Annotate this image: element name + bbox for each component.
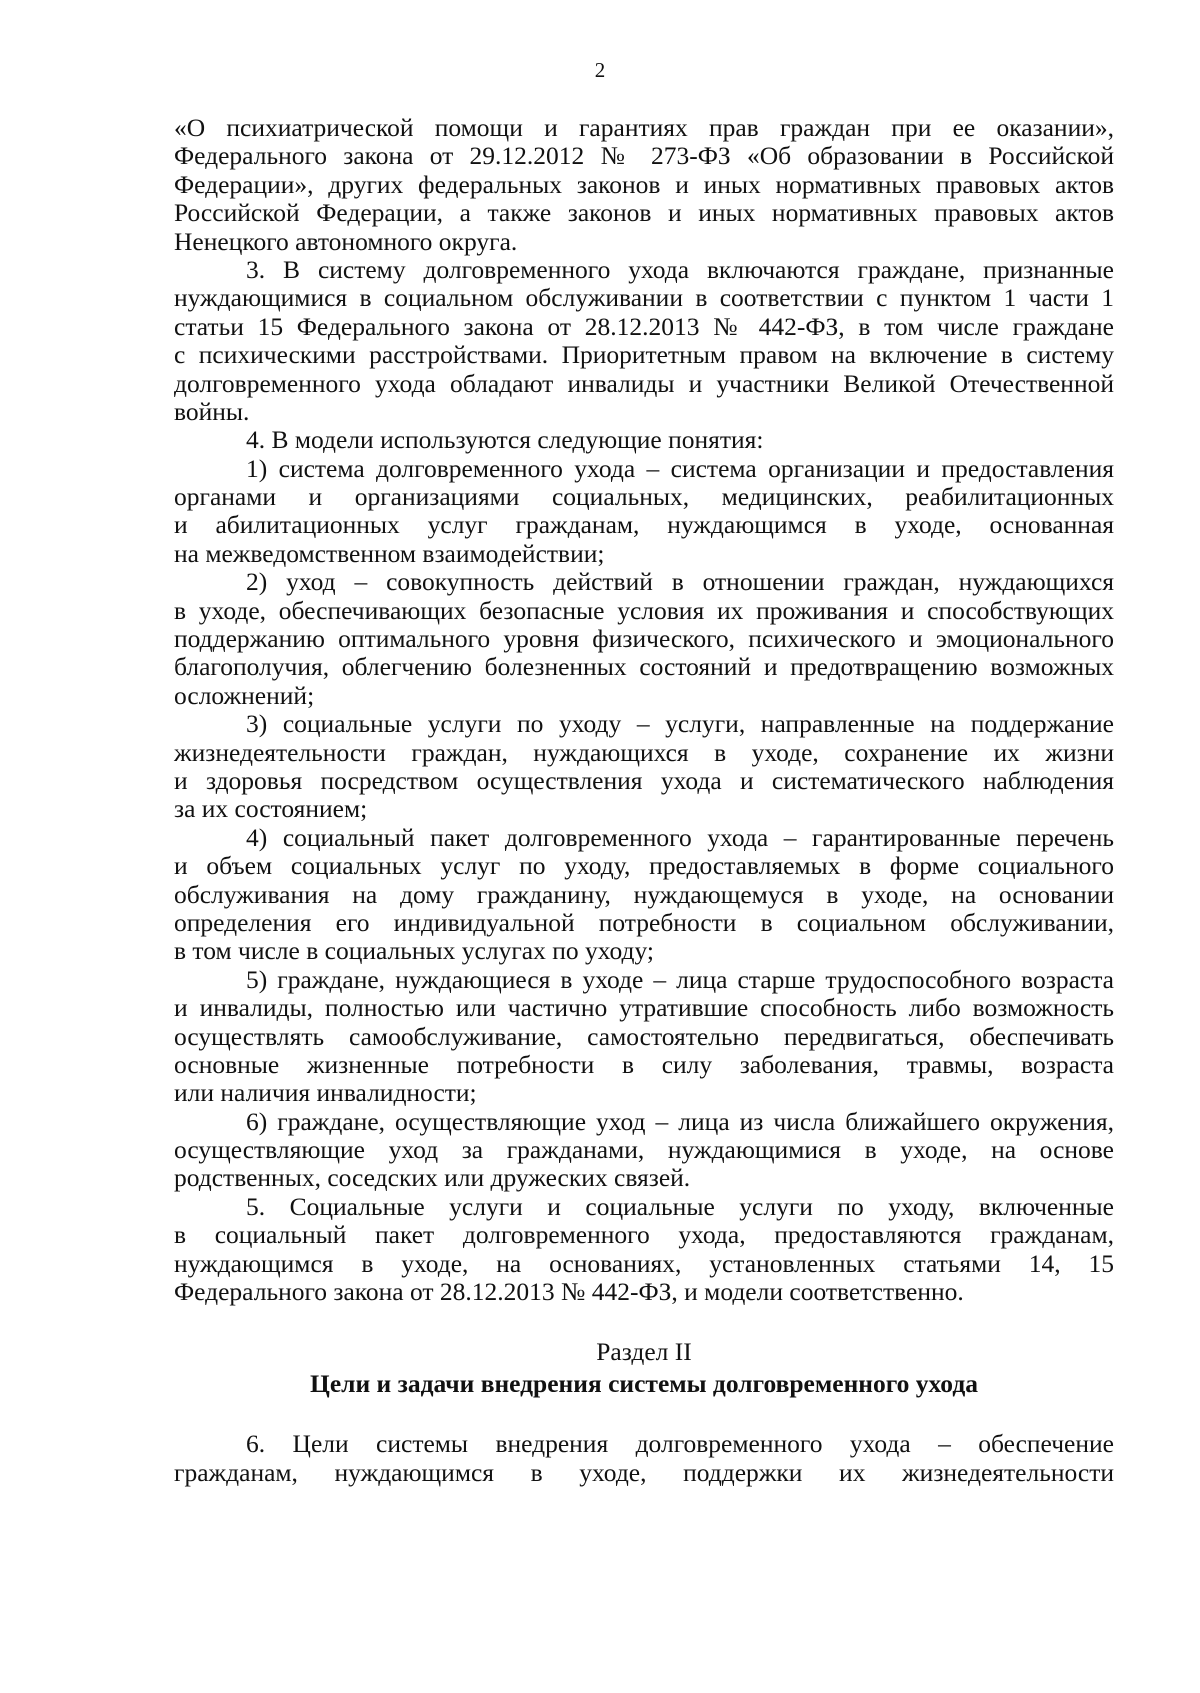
text-line: благополучия, облегчению болезненных состояний и предотвращению возможных (174, 652, 1114, 682)
text-line: на межведомственном взаимодействии; (174, 538, 605, 568)
definition-2-start: 2) уход – совокупность действий в отношении граждан, нуждающихся (246, 567, 1114, 597)
text-line: и абилитационных услуг гражданам, нуждающимся в уходе, основанная (174, 510, 1114, 540)
section-spacer (174, 1306, 1114, 1336)
text-line: за их состоянием; (174, 794, 368, 824)
text-line: в уходе, обеспечивающих безопасные условия их проживания и способствующих (174, 595, 1114, 625)
text-line: статьи 15 Федерального закона от 28.12.2013 № 442-ФЗ, в том числе граждане (174, 311, 1114, 341)
section-title: Цели и задачи внедрения системы долговременного ухода (310, 1369, 978, 1399)
text-line: осложнений; (174, 680, 315, 710)
section-label: Раздел II (596, 1337, 692, 1367)
text-line: Российской Федерации, а также законов и иных нормативных правовых актов (174, 198, 1114, 228)
text-line: Федерального закона от 28.12.2013 № 442-ФЗ, и модели соответственно. (174, 1277, 964, 1307)
text-line: Федерации», других федеральных законов и иных нормативных правовых актов (174, 169, 1114, 199)
text-line: гражданам, нуждающимся в уходе, поддержки их жизнедеятельности (174, 1457, 1114, 1487)
definition-5-start: 5) граждане, нуждающиеся в уходе – лица старше трудоспособного возраста (246, 964, 1114, 994)
text-line: определения его индивидуальной потребности в социальном обслуживании, (174, 907, 1114, 937)
text-line: и здоровья посредством осуществления ухода и систематического наблюдения (174, 765, 1114, 795)
text-line: долговременного ухода обладают инвалиды и участники Великой Отечественной (174, 368, 1114, 398)
text-line: нуждающимся в уходе, на основаниях, установленных статьями 14, 15 (174, 1248, 1114, 1278)
paragraph-5-start: 5. Социальные услуги и социальные услуги по уходу, включенные (246, 1191, 1114, 1221)
paragraph-4-start: 4. В модели используются следующие понятия: (246, 425, 764, 455)
document-body (174, 114, 1114, 1487)
definition-6-start: 6) граждане, осуществляющие уход – лица из числа ближайшего окружения, (246, 1106, 1114, 1136)
definition-3-start: 3) социальные услуги по уходу – услуги, направленные на поддержание (246, 709, 1114, 739)
text-line: войны. (174, 396, 250, 426)
definition-4-start: 4) социальный пакет долговременного ухода – гарантированные перечень (246, 822, 1114, 852)
text-line: поддержанию оптимального уровня физического, психического и эмоционального (174, 624, 1114, 654)
text-line: и объем социальных услуг по уходу, предоставляемых в форме социального (174, 851, 1114, 881)
text-line: осуществлять самообслуживание, самостоятельно передвигаться, обеспечивать (174, 1021, 1114, 1051)
section-spacer (174, 1400, 1114, 1430)
text-line: в социальный пакет долговременного ухода, предоставляются гражданам, (174, 1220, 1114, 1250)
paragraph-6-start: 6. Цели системы внедрения долговременного ухода – обеспечение (246, 1429, 1114, 1459)
text-line: «О психиатрической помощи и гарантиях прав граждан при ее оказании», (174, 113, 1114, 142)
page-number: 2 (594, 58, 606, 82)
text-line: основные жизненные потребности в силу заболевания, травмы, возраста (174, 1049, 1114, 1079)
text-line: родственных, соседских или дружеских связей. (174, 1163, 691, 1193)
text-line: и инвалиды, полностью или частично утратившие способность либо возможность (174, 993, 1114, 1023)
text-line: Федерального закона от 29.12.2012 № 273-ФЗ «Об образовании в Российской (174, 141, 1114, 171)
text-line: обслуживания на дому гражданину, нуждающемуся в уходе, на основании (174, 879, 1114, 909)
text-line: осуществляющие уход за гражданами, нуждающимися в уходе, на основе (174, 1135, 1114, 1165)
text-line: нуждающимися в социальном обслуживании в соответствии с пунктом 1 части 1 (174, 283, 1114, 313)
paragraph-3-start: 3. В систему долговременного ухода включаются граждане, признанные (246, 254, 1114, 284)
text-line: органами и организациями социальных, медицинских, реабилитационных (174, 482, 1114, 512)
text-line: в том числе в социальных услугах по уходу; (174, 936, 655, 966)
text-line: жизнедеятельности граждан, нуждающихся в уходе, сохранение их жизни (174, 737, 1114, 767)
definition-1-start: 1) система долговременного ухода – система организации и предоставления (246, 453, 1114, 483)
text-line: с психическими расстройствами. Приоритетным правом на включение в систему (174, 340, 1114, 370)
text-line: Ненецкого автономного округа. (174, 226, 518, 256)
text-line: или наличия инвалидности; (174, 1078, 477, 1108)
